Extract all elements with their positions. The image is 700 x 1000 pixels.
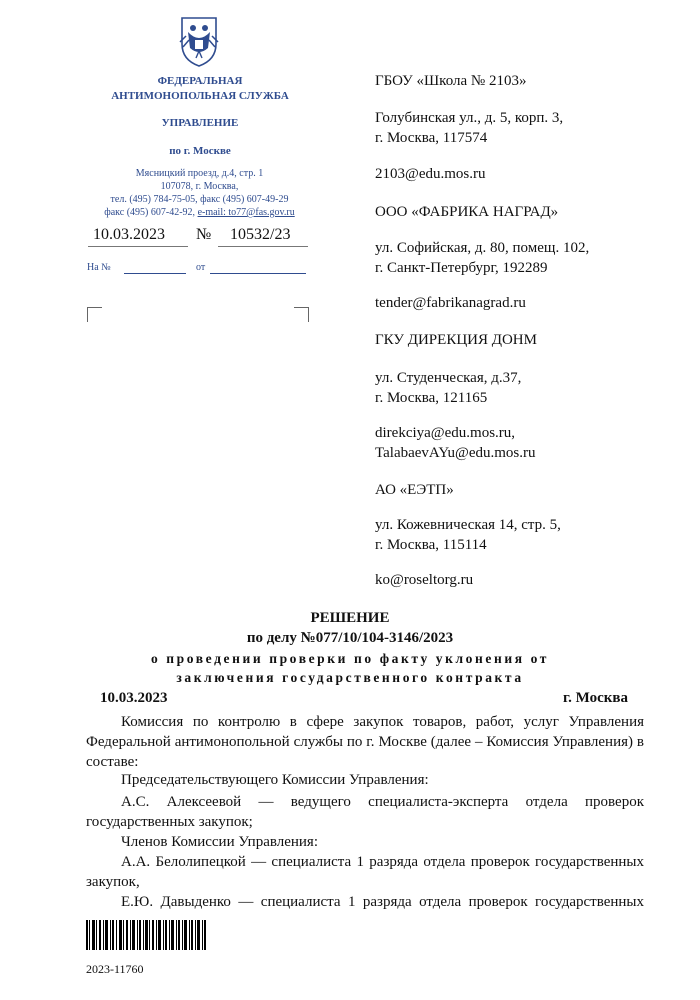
body-paragraph-members-heading: Членов Комиссии Управления:: [121, 834, 318, 850]
recipient-3-email[interactable]: direkciya@edu.mos.ru, TalabaevAYu@edu.mos.ru: [375, 425, 536, 461]
body-paragraph-member-2: Е.Ю. Давыденко — специалиста 1 разряда отдела проверок государственных: [121, 894, 644, 910]
fax-email-line: [72, 206, 327, 219]
recipient-2-name: ООО «ФАБРИКА НАГРАД»: [375, 204, 559, 220]
case-number: по делу №077/10/104-3146/2023: [246, 630, 454, 646]
recipient-4-address: ул. Кожевническая 14, стр. 5, г. Москва, 115114: [375, 517, 561, 553]
reference-number-label: На №: [87, 262, 111, 273]
recipient-1-name: ГБОУ «Школа № 2103»: [375, 73, 527, 89]
registration-number-sign: №: [196, 226, 212, 243]
reference-date-label: от: [196, 262, 206, 273]
decision-date: 10.03.2023: [100, 690, 168, 706]
reference-date-field: [210, 273, 306, 274]
recipient-1-email[interactable]: 2103@edu.mos.ru: [375, 166, 486, 182]
recipient-3-address: ул. Студенческая, д.37, г. Москва, 121165: [375, 370, 522, 406]
recipient-4-email[interactable]: ko@roseltorg.ru: [375, 572, 474, 588]
decision-place: г. Москва: [563, 690, 628, 706]
organization-name: [90, 74, 310, 104]
registration-number: 10532/23: [230, 226, 291, 243]
coat-of-arms-icon: [176, 14, 222, 68]
registration-date: 10.03.2023: [93, 226, 165, 243]
reference-number-field: [124, 273, 186, 274]
address-line-1: Мясницкий проезд, д.4, стр. 1: [135, 168, 264, 179]
decision-subject-line-1: о проведении проверки по факту уклонения от: [150, 651, 550, 666]
recipient-3-name: ГКУ ДИРЕКЦИЯ ДОНМ: [375, 332, 537, 348]
recipient-1-address: Голубинская ул., д. 5, корп. 3, г. Москва, 117574: [375, 110, 564, 146]
department-name: УПРАВЛЕНИЕ: [161, 117, 239, 129]
letterhead-address: [72, 167, 327, 219]
body-paragraph-chair: А.С. Алексеевой — ведущего специалиста-эксперта отдела проверок государственных закупок;: [86, 794, 644, 830]
barcode-label: 2023-11760: [86, 962, 144, 976]
org-name-line-2: АНТИМОНОПОЛЬНАЯ СЛУЖБА: [111, 90, 289, 102]
recipient-4-name: АО «ЕЭТП»: [375, 482, 454, 498]
fax-text: факс (495) 607-42-92,: [104, 207, 198, 218]
barcode-icon: [86, 920, 206, 950]
address-corner-right: [294, 307, 309, 322]
recipient-2-address: ул. Софийская, д. 80, помещ. 102, г. Санкт-Петербург, 192289: [375, 240, 590, 276]
recipient-2-email[interactable]: tender@fabrikanagrad.ru: [375, 295, 526, 311]
phone-line: тел. (495) 784-75-05, факс (495) 607-49-29: [110, 194, 289, 205]
body-paragraph-member-1: А.А. Белолипецкой — специалиста 1 разряда отдела проверок государственных закупок,: [86, 854, 644, 890]
body-paragraph-intro: Комиссия по контролю в сфере закупок товаров, работ, услуг Управления Федеральной антимонопольной службы по г. Москве (далее – Комиссия Управления) в составе:: [86, 714, 644, 770]
decision-title: РЕШЕНИЕ: [310, 610, 390, 626]
decision-subject-line-2: заключения государственного контракта: [176, 670, 524, 685]
address-corner-left: [87, 307, 102, 322]
body-paragraph-chair-heading: Председательствующего Комиссии Управления:: [121, 772, 429, 788]
email-link[interactable]: e-mail: to77@fas.gov.ru: [197, 207, 295, 218]
org-name-line-1: ФЕДЕРАЛЬНАЯ: [157, 75, 243, 87]
department-city: по г. Москве: [169, 145, 231, 157]
address-line-2: 107078, г. Москва,: [160, 181, 239, 192]
